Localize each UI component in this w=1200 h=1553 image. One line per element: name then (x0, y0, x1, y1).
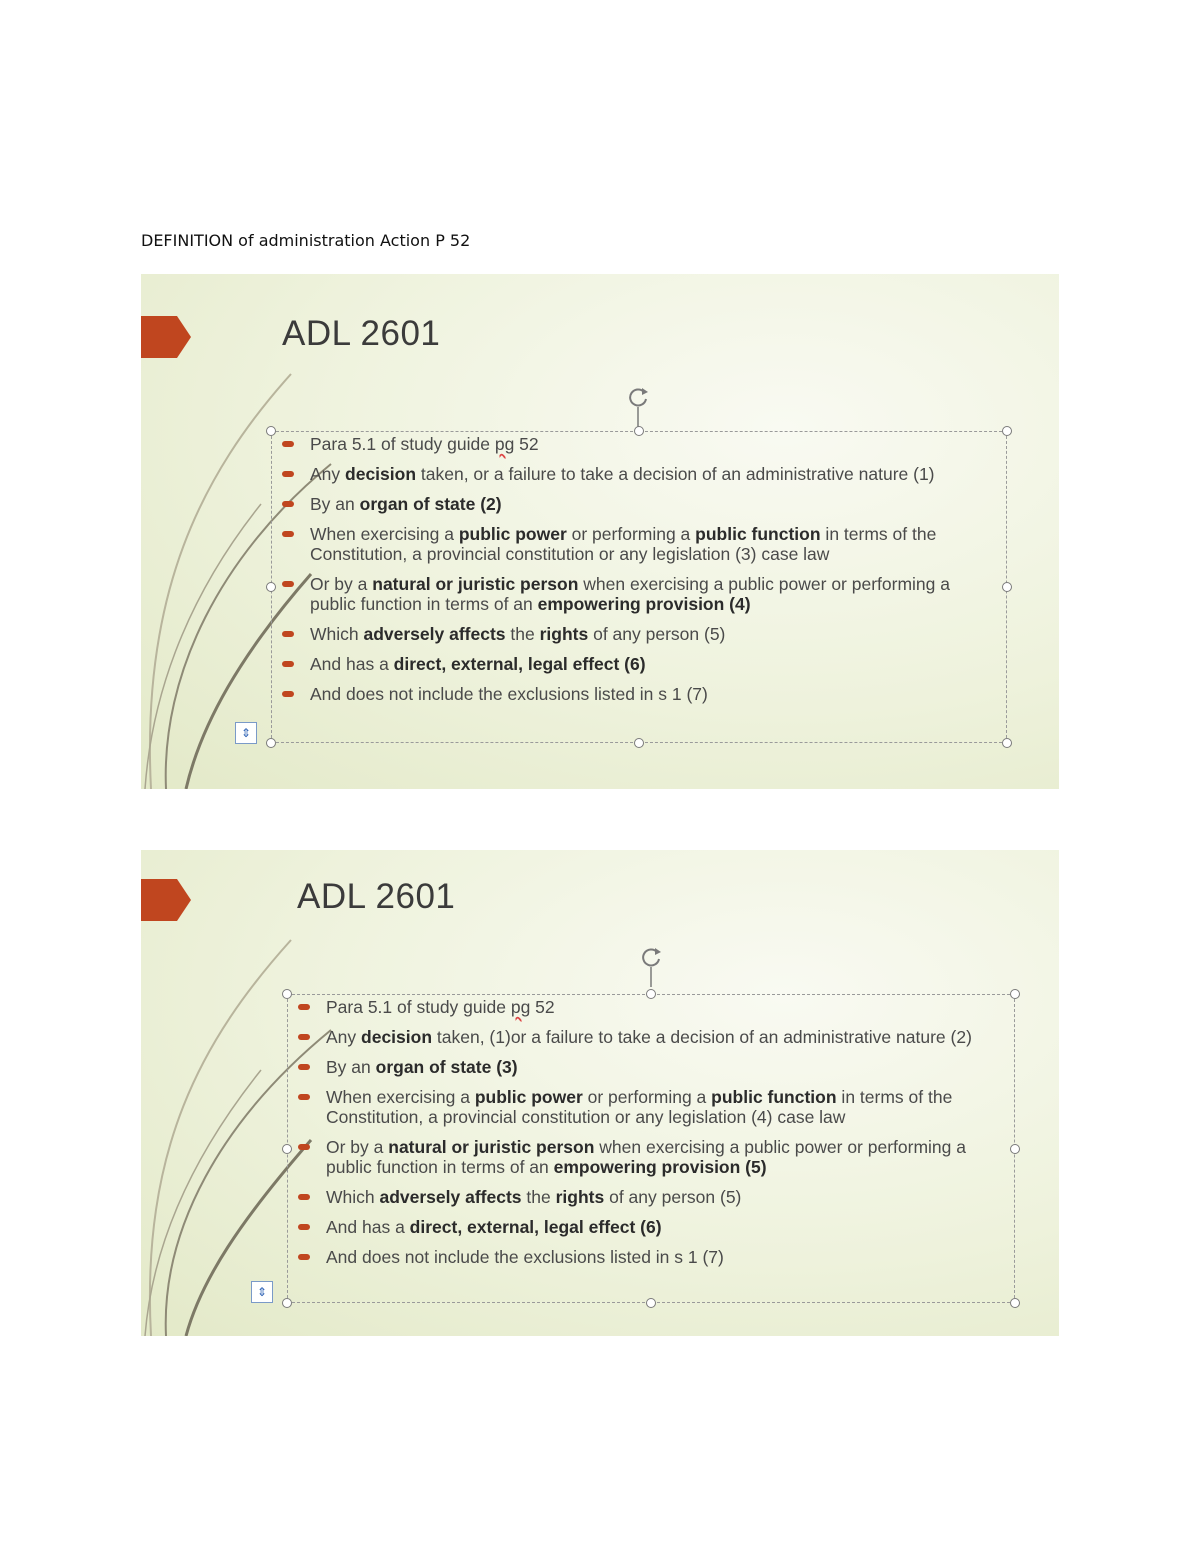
bullet-item (282, 684, 992, 704)
bullet-text-bold: natural or juristic person (372, 574, 579, 594)
resize-handle-top-left[interactable] (266, 426, 276, 436)
resize-handle-left[interactable] (266, 582, 276, 592)
bullet-text-bold: empowering provision (5) (553, 1157, 767, 1177)
resize-handle-top-left[interactable] (282, 989, 292, 999)
bullet-text: When exercising a (310, 524, 459, 544)
slide-2 (141, 850, 1059, 1336)
bullet-dash-icon (298, 1254, 310, 1260)
bullet-text: of any person (5) (588, 624, 726, 644)
resize-handle-bottom[interactable] (634, 738, 644, 748)
autofit-options-icon[interactable]: ⇕ (251, 1281, 273, 1303)
bullet-text: Any (310, 464, 346, 484)
rotate-handle-icon[interactable] (638, 945, 664, 991)
bullet-text: when exercising a public power or performing a public function in terms of an (326, 1137, 966, 1177)
bullet-text: By an (310, 494, 360, 514)
resize-handle-right[interactable] (1002, 582, 1012, 592)
bullet-dash-icon (298, 1224, 310, 1230)
chevron-arrow-icon (141, 316, 191, 358)
bullet-text: Or by a (326, 1137, 389, 1157)
bullet-text-bold: public power (458, 524, 567, 544)
bullet-text-bold: public function (695, 524, 821, 544)
resize-handle-top-right[interactable] (1002, 426, 1012, 436)
resize-handle-bottom-left[interactable] (282, 1298, 292, 1308)
resize-handle-bottom-right[interactable] (1002, 738, 1012, 748)
bullet-item (282, 494, 992, 514)
bullet-dash-icon (282, 501, 294, 507)
bullet-text: the (505, 624, 540, 644)
bullet-text-bold: rights (555, 1187, 605, 1207)
content-textbox[interactable] (271, 431, 1007, 743)
bullet-text: or performing a (582, 1087, 712, 1107)
bullet-text-bold: rights (539, 624, 589, 644)
bullet-dash-icon (282, 631, 294, 637)
bullet-dash-icon (282, 441, 294, 447)
bullet-item (298, 1087, 1008, 1127)
bullet-item (282, 654, 992, 674)
bullet-item (298, 997, 1008, 1017)
bullet-item (298, 1217, 1008, 1237)
slide-1 (141, 274, 1059, 789)
slide-title[interactable]: ADL 2601 (297, 877, 456, 916)
bullet-dash-icon (282, 471, 294, 477)
bullet-text: 52 (530, 997, 555, 1017)
bullet-item (298, 1137, 1008, 1177)
bullet-item (282, 624, 992, 644)
bullet-dash-icon (282, 661, 294, 667)
bullet-text: Para 5.1 of study guide (310, 434, 495, 454)
chevron-arrow-icon (141, 879, 191, 921)
bullet-text: taken, or a failure to take a decision of an administrative nature (1) (416, 464, 935, 484)
bullet-text: Any (326, 1027, 362, 1047)
bullet-dash-icon (298, 1064, 310, 1070)
bullet-item (298, 1187, 1008, 1207)
bullet-text-bold: decision (345, 464, 417, 484)
bullet-text: And does not include the exclusions listed in s 1 (7) (326, 1247, 724, 1267)
bullet-dash-icon (298, 1034, 310, 1040)
bullet-text-bold: public function (711, 1087, 837, 1107)
bullet-text-bold: natural or juristic person (388, 1137, 595, 1157)
bullet-text: And does not include the exclusions listed in s 1 (7) (310, 684, 708, 704)
bullet-item (282, 464, 992, 484)
bullet-dash-icon (298, 1004, 310, 1010)
resize-handle-right[interactable] (1010, 1144, 1020, 1154)
bullet-text: taken, (1)or a failure to take a decision of an administrative nature (2) (432, 1027, 972, 1047)
page-heading: DEFINITION of administration Action P 52 (141, 231, 471, 250)
resize-handle-bottom-left[interactable] (266, 738, 276, 748)
bullet-text: in terms of the Constitution, a provincial constitution or any legislation (4) case law (326, 1087, 953, 1127)
bullet-list (282, 434, 992, 714)
bullet-text-bold: empowering provision (4) (537, 594, 751, 614)
bullet-text: the (521, 1187, 556, 1207)
bullet-dash-icon (282, 691, 294, 697)
bullet-text-bold: direct, external, legal effect (6) (409, 1217, 662, 1237)
bullet-text-bold: organ of state (2) (359, 494, 502, 514)
bullet-text: Which (310, 624, 364, 644)
autofit-options-icon[interactable]: ⇕ (235, 722, 257, 744)
bullet-dash-icon (298, 1144, 310, 1150)
resize-handle-left[interactable] (282, 1144, 292, 1154)
bullet-text: when exercising a public power or performing a public function in terms of an (310, 574, 950, 614)
bullet-dash-icon (282, 531, 294, 537)
bullet-text: pg (494, 434, 515, 454)
bullet-list (298, 997, 1008, 1277)
bullet-item (282, 434, 992, 454)
bullet-text: in terms of the Constitution, a provincial constitution or any legislation (3) case law (310, 524, 937, 564)
slide-title[interactable]: ADL 2601 (282, 314, 441, 353)
bullet-item (298, 1027, 1008, 1047)
bullet-dash-icon (298, 1194, 310, 1200)
bullet-text: Para 5.1 of study guide (326, 997, 511, 1017)
bullet-dash-icon (282, 581, 294, 587)
resize-handle-bottom[interactable] (646, 1298, 656, 1308)
rotate-handle-icon[interactable] (625, 385, 651, 431)
bullet-text: Which (326, 1187, 380, 1207)
bullet-text: 52 (514, 434, 539, 454)
resize-handle-bottom-right[interactable] (1010, 1298, 1020, 1308)
bullet-text: By an (326, 1057, 376, 1077)
bullet-text-bold: direct, external, legal effect (6) (393, 654, 646, 674)
bullet-text: of any person (5) (604, 1187, 742, 1207)
bullet-text: or performing a (566, 524, 696, 544)
bullet-text: pg (510, 997, 531, 1017)
bullet-text-bold: public power (474, 1087, 583, 1107)
bullet-text-bold: organ of state (3) (375, 1057, 518, 1077)
bullet-text-bold: adversely affects (379, 1187, 522, 1207)
bullet-text: Or by a (310, 574, 373, 594)
bullet-text: And has a (326, 1217, 410, 1237)
content-textbox[interactable] (287, 994, 1015, 1303)
bullet-item (282, 574, 992, 614)
bullet-item (298, 1057, 1008, 1077)
bullet-text: And has a (310, 654, 394, 674)
bullet-text: When exercising a (326, 1087, 475, 1107)
bullet-text-bold: decision (361, 1027, 433, 1047)
resize-handle-top-right[interactable] (1010, 989, 1020, 999)
bullet-item (282, 524, 992, 564)
bullet-item (298, 1247, 1008, 1267)
bullet-dash-icon (298, 1094, 310, 1100)
bullet-text-bold: adversely affects (363, 624, 506, 644)
